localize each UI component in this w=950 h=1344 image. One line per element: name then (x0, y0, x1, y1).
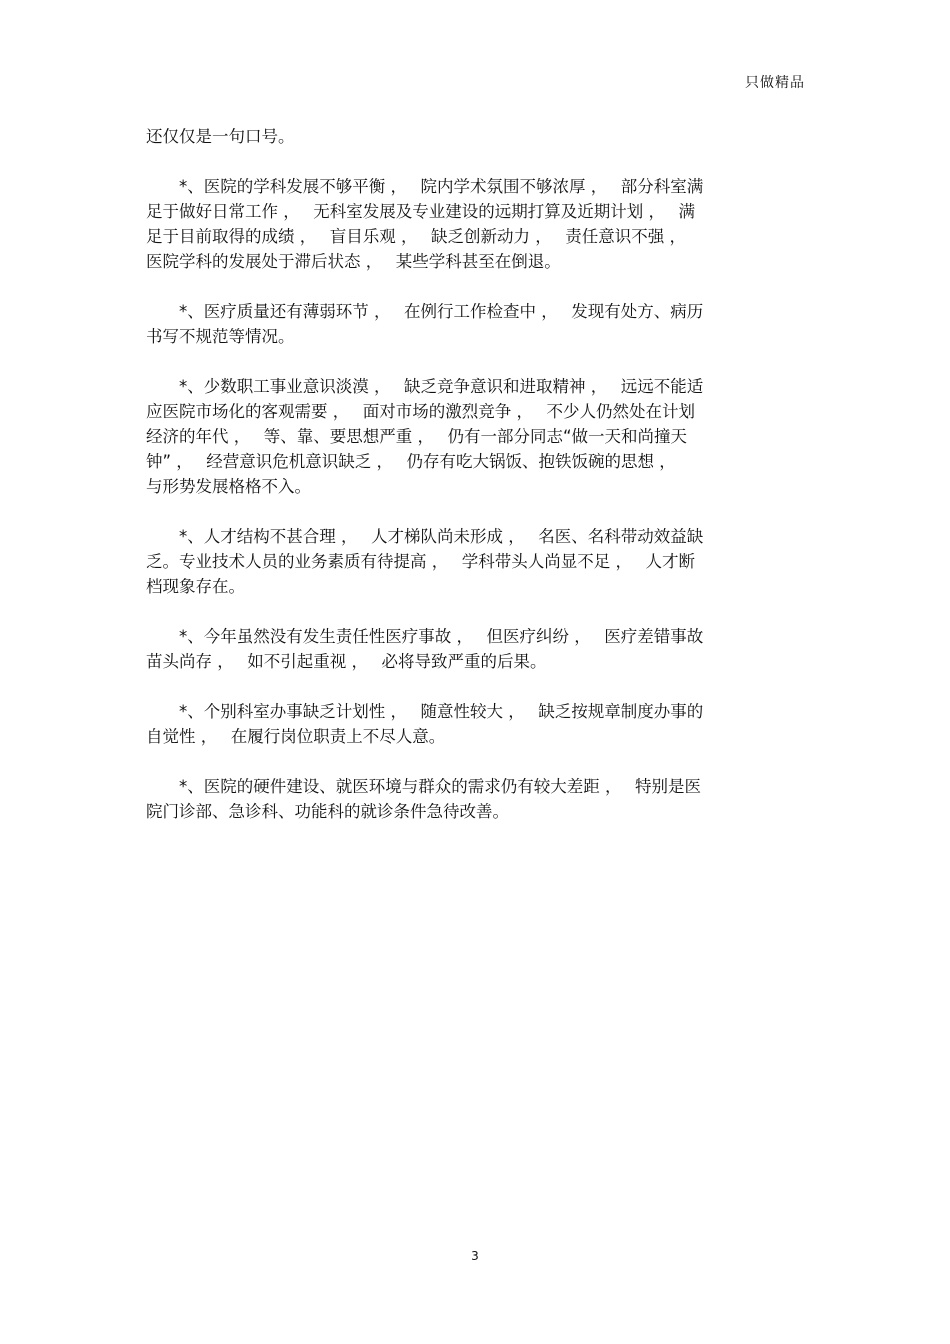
paragraph: *、人才结构不甚合理 ， 人才梯队尚未形成 ， 名医、名科带动效益缺 乏。专业技术人员的业务素质有待提高 ， 学科带头人尚显不足 ， 人才断 档现象存在。 (146, 527, 704, 596)
header-tag: 只做精品 (745, 75, 805, 91)
paragraph: *、少数职工事业意识淡漠 ， 缺乏竞争意识和进取精神 ， 远远不能适 应医院市场化的客观需要 ， 面对市场的激烈竞争 ， 不少人仍然处在计划 经济的年代 ， 等、靠、要思想严重 ， 仍有一部分同志“做一天和尚撞天 钟” ， 经营意识危机意识缺乏 ， 仍存有吃大锅饭、抱铁饭碗的思想 ， 与形势发展格格不入。 (146, 377, 704, 496)
paragraph: *、医院的学科发展不够平衡 ， 院内学术氛围不够浓厚 ， 部分科室满 足于做好日常工作 ， 无科室发展及专业建设的远期打算及近期计划 ， 满 足于目前取得的成绩 ， 盲目乐观 ， 缺乏创新动力 ， 责任意识不强 ， 医院学科的发展处于滞后状态 ， 某些学科甚至在倒退。 (146, 177, 704, 271)
paragraph: 还仅仅是一句口号。 (146, 127, 295, 146)
paragraph: *、医院的硬件建设、就医环境与群众的需求仍有较大差距 ， 特别是医 院门诊部、急诊科、功能科的就诊条件急待改善。 (146, 777, 701, 821)
paragraph: *、今年虽然没有发生责任性医疗事故 ， 但医疗纠纷 ， 医疗差错事故 苗头尚存 ， 如不引起重视 ， 必将导致严重的后果。 (146, 627, 704, 671)
paragraph: *、个别科室办事缺乏计划性 ， 随意性较大 ， 缺乏按规章制度办事的 自觉性 ， 在履行岗位职责上不尽人意。 (146, 702, 704, 746)
document-body (146, 124, 806, 849)
paragraph: *、医疗质量还有薄弱环节 ， 在例行工作检查中 ， 发现有处方、病历 书写不规范等情况。 (146, 302, 704, 346)
page-number: 3 (471, 1249, 479, 1263)
